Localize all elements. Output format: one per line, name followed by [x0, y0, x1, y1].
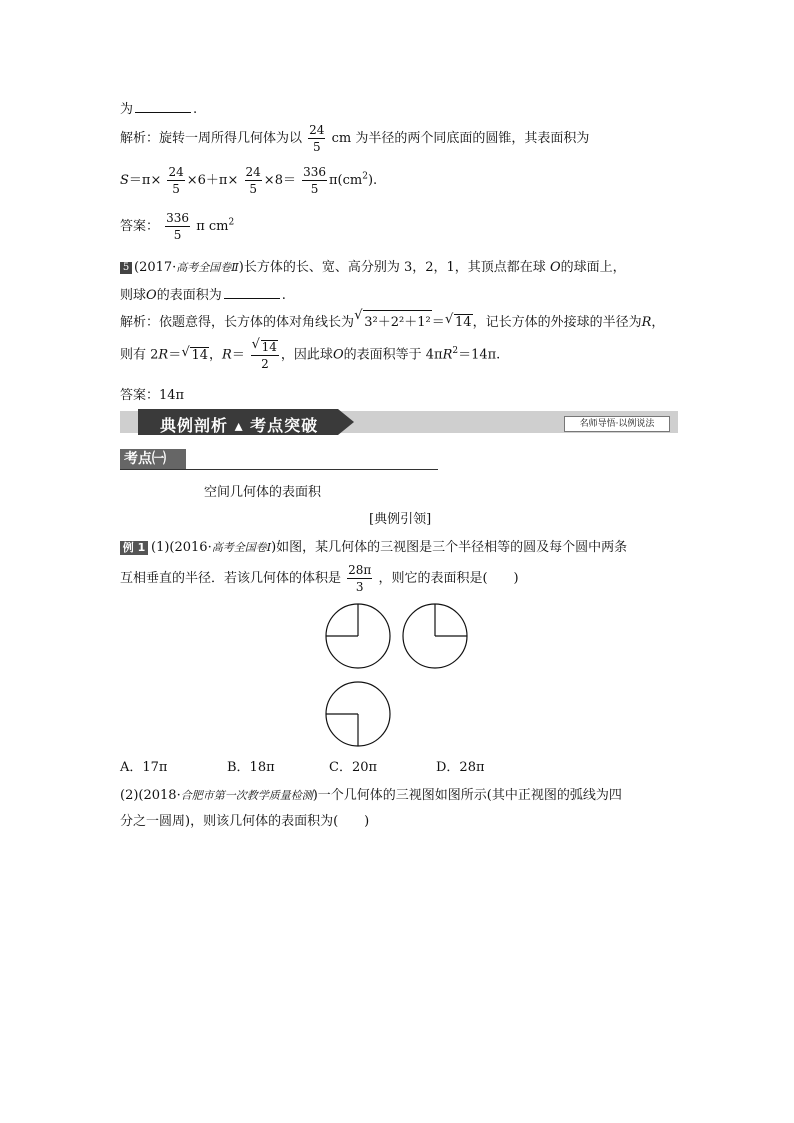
fraction: $\frac{24}{5}$ [245, 165, 261, 196]
fraction: $\frac{24}{5}$ [168, 165, 184, 196]
example-1-line-2: 互相垂直的半径．若该几何体的体积是 $\frac{28\pi}{3}$ ，则它的表面积是( ) [120, 563, 519, 594]
solution-line-1: 解析：旋转一周所得几何体为以 $\frac{24}{5}$ cm 为半径的两个同底面的圆锥，其表面积为 [120, 123, 590, 154]
question-5-answer: 答案：14π [120, 388, 185, 403]
section-banner-tag: 名师导悟·以例说法 [564, 416, 670, 432]
option-a: A．17π [120, 760, 168, 775]
answer-blank [135, 100, 191, 113]
question-number-badge: 5 [120, 262, 132, 274]
example-2-line-2: 分之一圆周)，则该几何体的表面积为( ) [120, 814, 370, 829]
section-guide: [典例引领] [369, 512, 432, 527]
front-view-circle [326, 604, 390, 668]
example-2-line-1: (2)(2018·合肥市第一次教学质量检测)一个几何体的三视图如图所示(其中正视图的弧线为四 [120, 788, 622, 803]
fraction: $\frac{28\pi}{3}$ [348, 563, 372, 594]
topic-title: 空间几何体的表面积 [204, 485, 322, 500]
option-b: B．18π [227, 760, 275, 775]
three-view-figure [318, 602, 474, 752]
answer-line-1: 为 . [120, 102, 198, 117]
question-5-solution-2: 则有 2R＝ √ 14，R＝ √ $\frac{14}{2}$ ，因此球O的表面积等于 $4\pi R^2=14\pi$. [120, 340, 500, 370]
section-banner-title: 典例剖析 ▴ 考点突破 [160, 416, 319, 435]
topic-label: 考点㈠ [120, 449, 186, 469]
fraction: √ $\frac{14}{2}$ [251, 340, 279, 370]
topic-divider [120, 469, 438, 470]
fraction: $\frac{24}{5}$ [309, 123, 325, 154]
square-root: √ 14 [454, 314, 473, 330]
answer-line-2: 答案： $\frac{336}{5}$ π $cm^2$ [120, 211, 235, 242]
question-5-solution-1: 解析：依题意得，长方体的体对角线长为 √ 3²＋2²＋1²＝ √ 14，记长方体的外接球的半径为R， [120, 310, 664, 330]
square-root: √ 3²＋2²＋1² [363, 310, 431, 330]
solution-line-2: S＝π× $\frac{24}{5}$ ×6＋π× $\frac{24}{5}$ ×8＝ $\frac{336}{5}$ $\pi(cm^2)$. [120, 165, 378, 196]
example-1-line-1: 例 1 (1)(2016·高考全国卷Ⅰ)如图，某几何体的三视图是三个半径相等的圆及每个圆中两条 [120, 536, 627, 555]
side-view-circle [403, 604, 467, 668]
answer-blank [224, 286, 280, 299]
option-d: D．28π [436, 760, 485, 775]
question-5-line-2: 则球O的表面积为 . [120, 288, 286, 303]
option-c: C．20π [329, 760, 378, 775]
top-view-circle [326, 682, 390, 746]
square-root: √ 14 [190, 347, 209, 363]
fraction: $\frac{336}{5}$ [166, 211, 190, 242]
question-5-line-1: 5 (2017·高考全国卷Ⅱ)长方体的长、宽、高分别为 3，2，1，其顶点都在球 O的球面上， [120, 256, 626, 275]
fraction: $\frac{336}{5}$ [303, 165, 327, 196]
example-label: 例 1 [120, 541, 148, 555]
